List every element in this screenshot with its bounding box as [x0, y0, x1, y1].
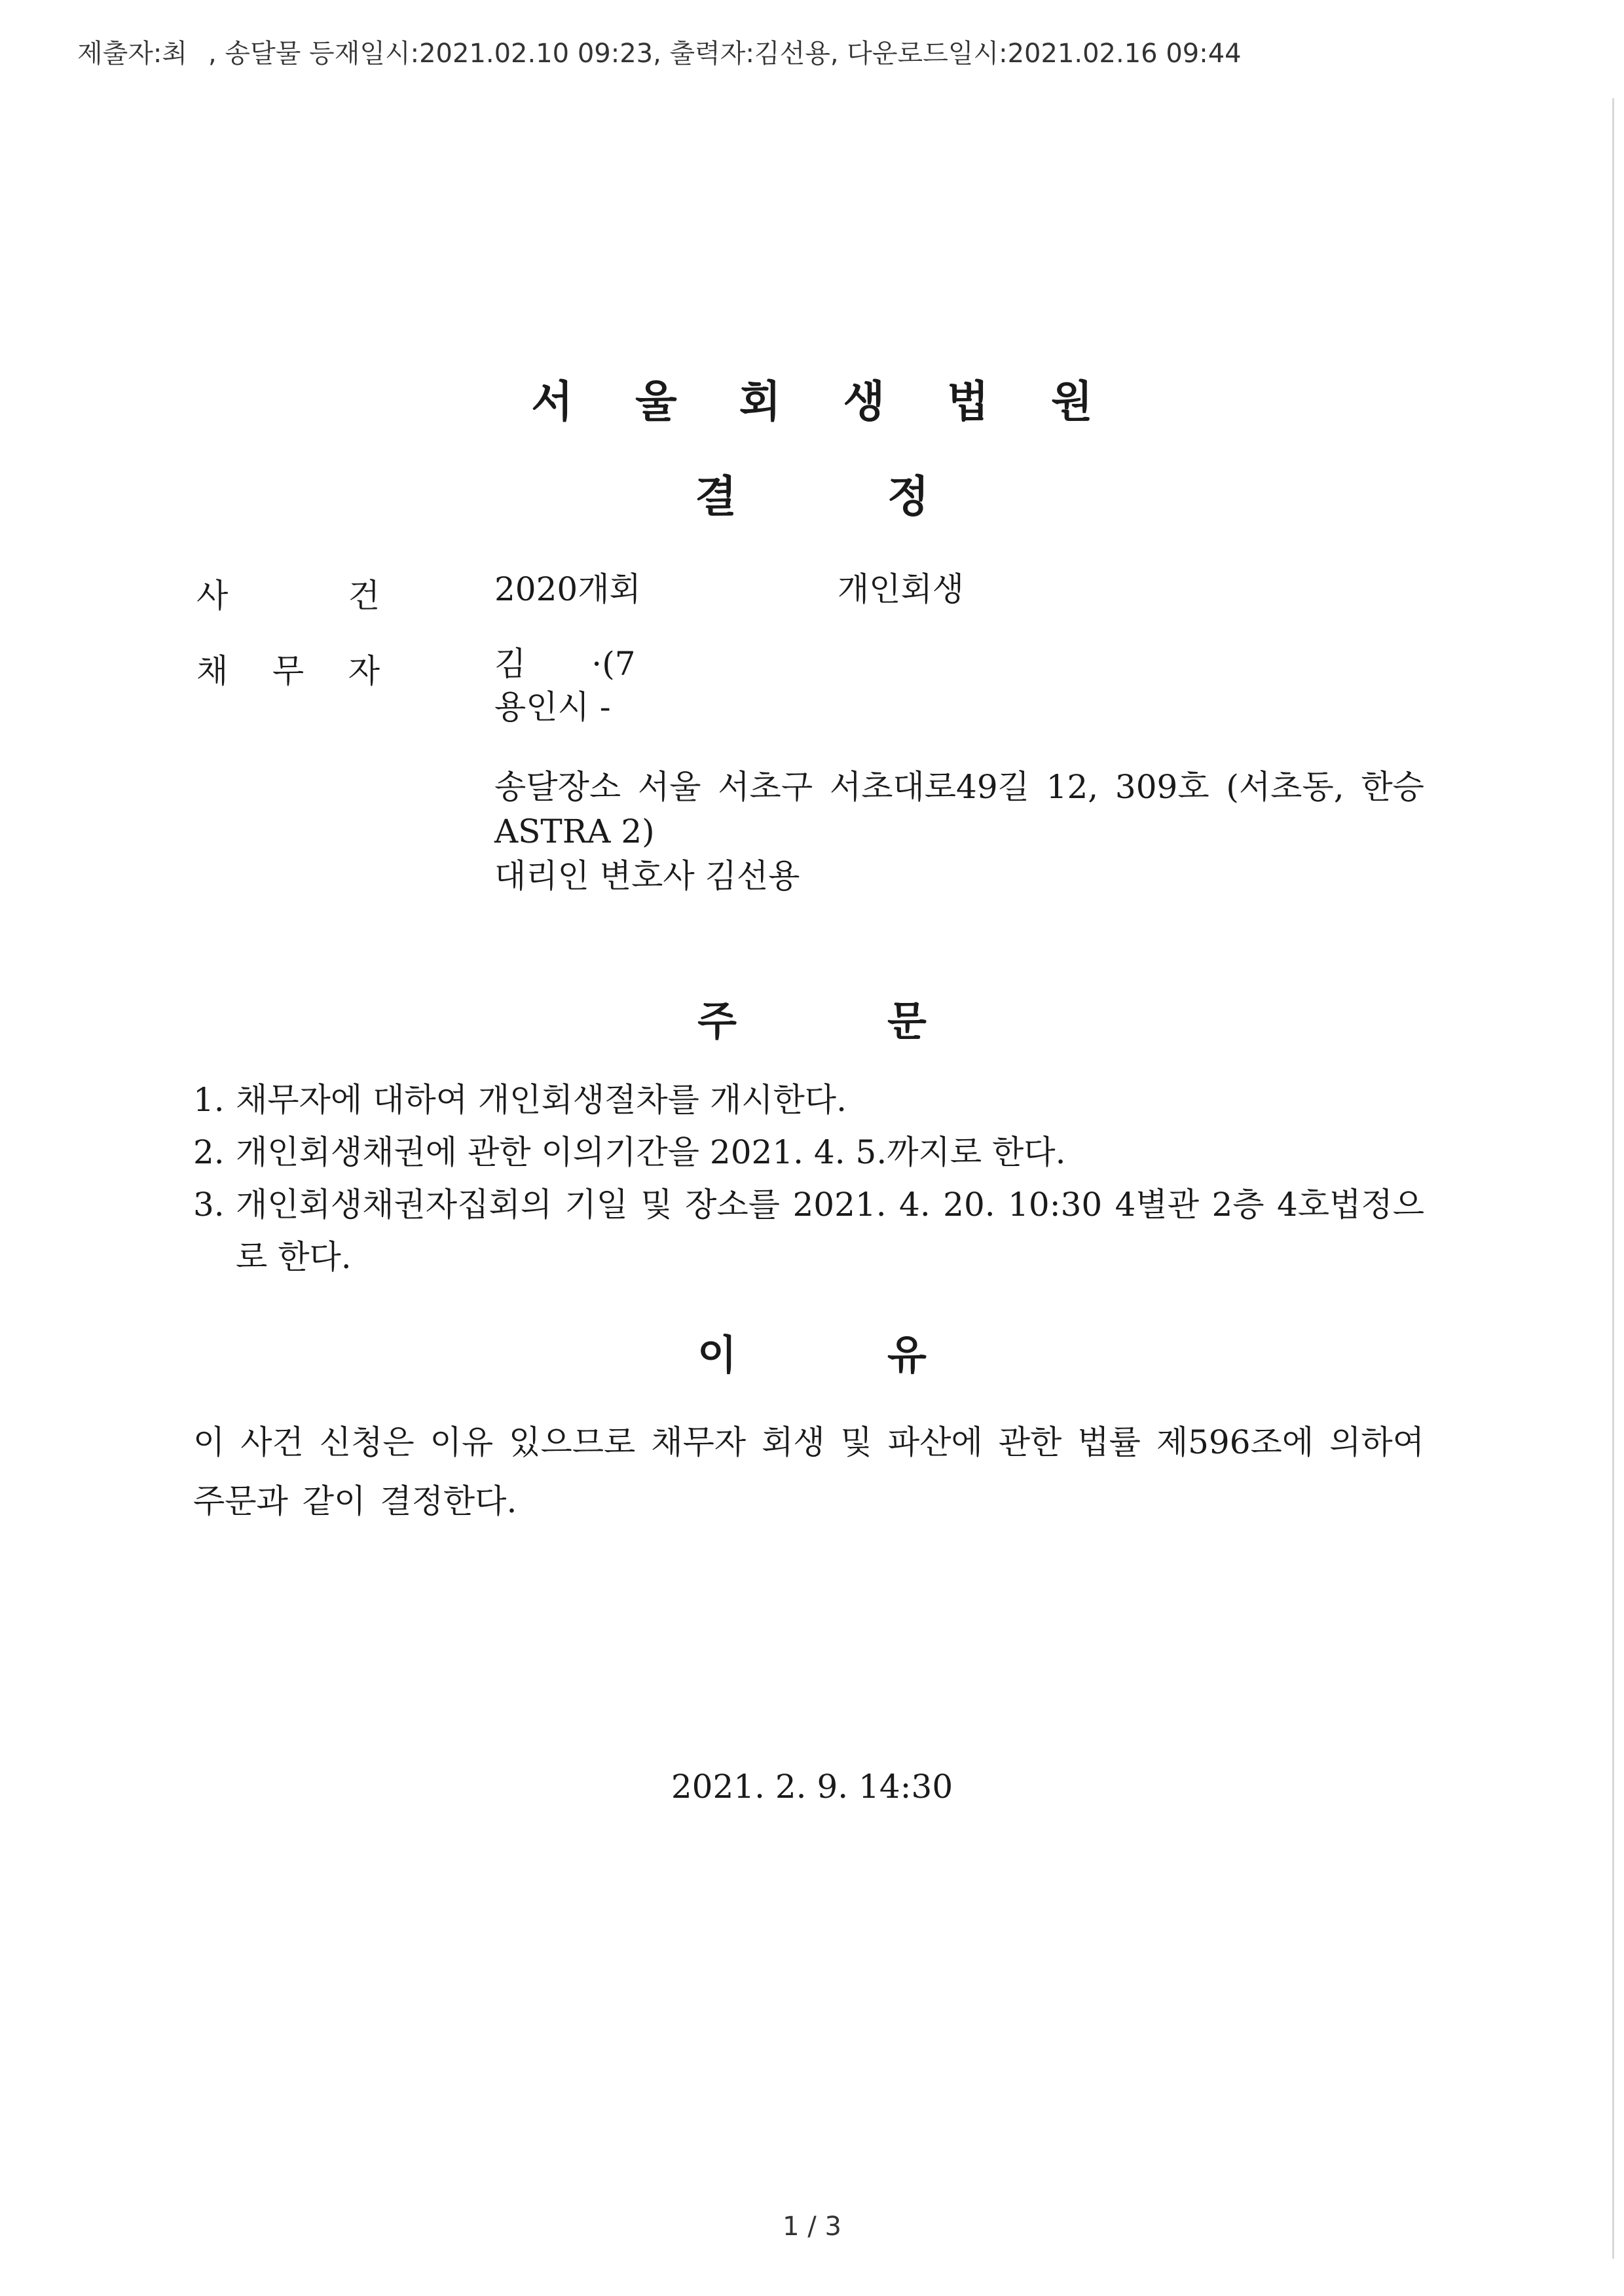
order-list [193, 1074, 1424, 1283]
agent-line: 대리인 변호사 김선용 [494, 857, 800, 895]
order-item: 3. 개인회생채권자집회의 기일 및 장소를 2021. 4. 20. 10:30 4별관 2층 4호법정으로 한다. [193, 1186, 1424, 1276]
page-number: 1 / 3 [783, 2212, 841, 2242]
signed-date: 2021. 2. 9. 14:30 [671, 1768, 953, 1806]
scan-edge-line [1612, 98, 1614, 2259]
doc-title-char-2: 정 [887, 471, 929, 522]
case-number-row [494, 567, 964, 611]
reason-title: 이 유 [697, 1331, 927, 1379]
service-label: 송달장소 [494, 768, 621, 806]
court-name: 서울회생법원 [531, 376, 1155, 427]
debtor-address: 용인시 - [494, 688, 611, 726]
case-number: 2020개회 [494, 570, 641, 608]
order-item: 1. 채무자에 대하여 개인회생절차를 개시한다. [193, 1081, 847, 1119]
order-title: 주 문 [697, 997, 927, 1045]
case-type: 개인회생 [837, 570, 965, 608]
debtor-label: 채 무 자 [196, 652, 380, 690]
doc-title [0, 462, 1624, 524]
order-item: 2. 개인회생채권에 관한 이의기간을 2021. 4. 5.까지로 한다. [193, 1133, 1066, 1171]
service-address-line1: 송달장소 서울 서초구 서초대로49길 12, 309호 (서초동, 한승 [494, 765, 1424, 809]
service-address-line2: ASTRA 2) [494, 812, 655, 850]
download-header: 제출자:최 , 송달물 등재일시:2021.02.10 09:23, 출력자:김선용, 다운로드일시:2021.02.16 09:44 [77, 39, 1242, 69]
service-address-block [494, 765, 1424, 898]
case-label: 사 건 [196, 577, 380, 615]
debtor-name: 김 ·(7 [494, 645, 636, 683]
reason-text: 이 사건 신청은 이유 있으므로 채무자 회생 및 파산에 관한 법률 제596조에 의하여 주문과 같이 결정한다. [193, 1423, 1424, 1520]
doc-title-char-1: 결 [695, 471, 737, 522]
